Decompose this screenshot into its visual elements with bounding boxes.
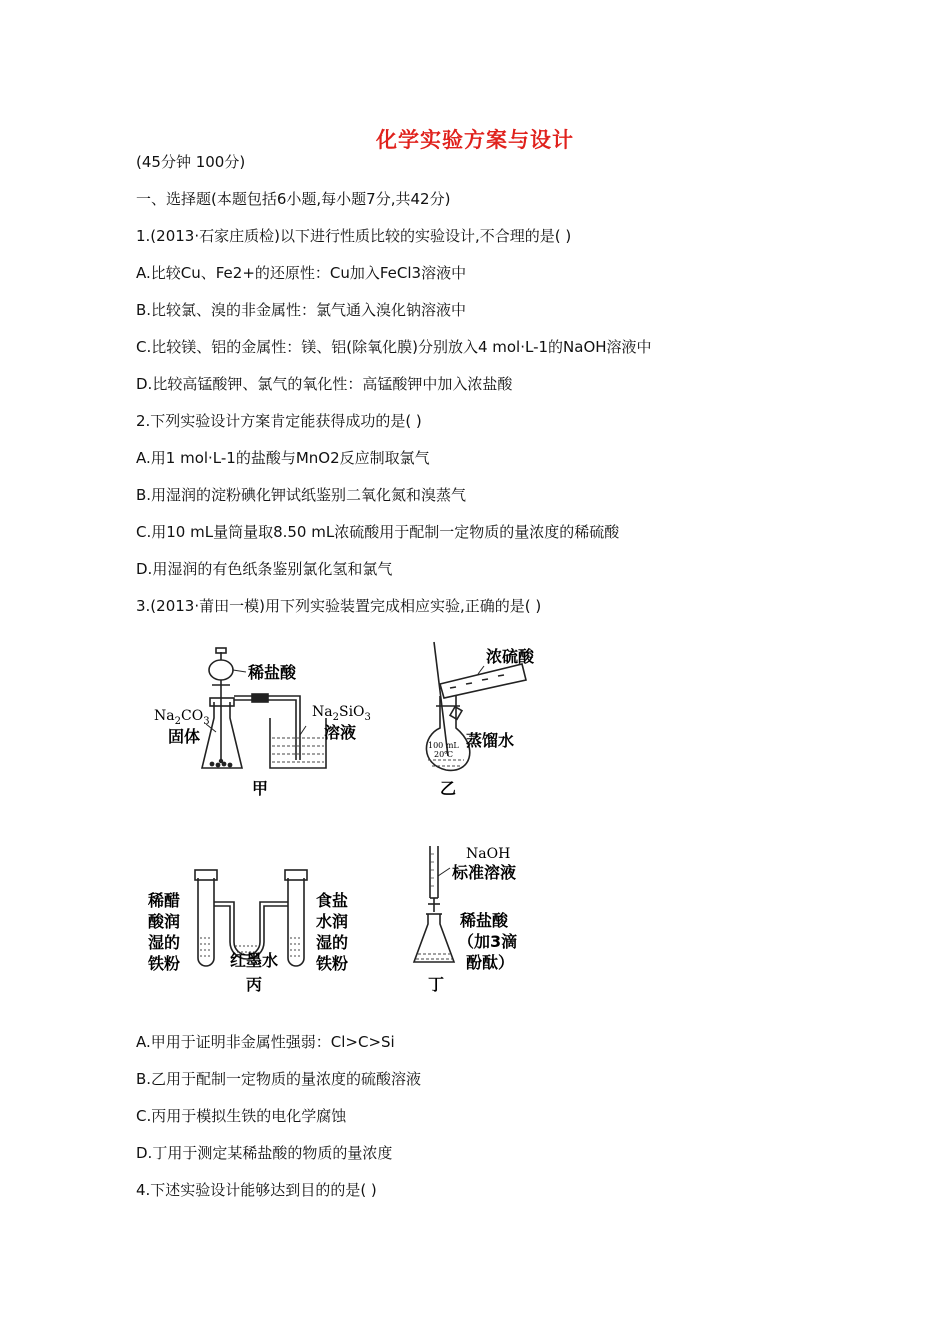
question-2-option-b: B.用湿润的淀粉碘化钾试纸鉴别二氧化氮和溴蒸气 <box>136 486 467 504</box>
svg-text:蒸馏水: 蒸馏水 <box>466 731 515 750</box>
question-3-stem: 3.(2013·莆田一模)用下列实验装置完成相应实验,正确的是( ) <box>136 597 542 615</box>
beaker-icon <box>270 718 326 768</box>
svg-text:稀盐酸: 稀盐酸 <box>248 663 297 682</box>
svg-text:20℃: 20℃ <box>434 750 454 759</box>
apparatus-yi-figure <box>410 636 550 802</box>
apparatus-bing-figure <box>140 862 370 996</box>
question-1-option-b: B.比较氯、溴的非金属性：氯气通入溴化钠溶液中 <box>136 301 467 319</box>
question-4-stem: 4.下述实验设计能够达到目的的是( ) <box>136 1181 377 1199</box>
apparatus-jia-figure <box>140 640 390 800</box>
svg-text:溶液: 溶液 <box>324 723 357 742</box>
svg-text:红墨水: 红墨水 <box>230 951 279 970</box>
section-heading: 一、选择题(本题包括6小题,每小题7分,共42分) <box>136 190 451 208</box>
svg-text:浓硫酸: 浓硫酸 <box>486 647 535 666</box>
separatory-funnel-icon <box>209 660 233 680</box>
question-2-option-a: A.用1 mol·L-1的盐酸与MnO2反应制取氯气 <box>136 449 430 467</box>
left-test-tube-icon <box>198 878 214 966</box>
svg-text:铁粉: 铁粉 <box>316 954 349 973</box>
svg-text:丁: 丁 <box>428 975 445 994</box>
exam-meta: (45分钟 100分) <box>136 153 246 171</box>
page-title: 化学实验方案与设计 <box>376 128 574 152</box>
question-3-option-b: B.乙用于配制一定物质的量浓度的硫酸溶液 <box>136 1070 422 1088</box>
svg-text:湿的: 湿的 <box>148 933 181 952</box>
question-1-option-d: D.比较高锰酸钾、氯气的氧化性：高锰酸钾中加入浓盐酸 <box>136 375 513 393</box>
svg-text:水润: 水润 <box>316 912 349 931</box>
question-1-option-a: A.比较Cu、Fe2+的还原性：Cu加入FeCl3溶液中 <box>136 264 467 282</box>
svg-text:标准溶液: 标准溶液 <box>452 863 517 882</box>
volumetric-flask-icon <box>426 696 469 770</box>
svg-text:Na2SiO3: $Na_2SiO_3$ <box>312 704 371 723</box>
question-2-option-d: D.用湿润的有色纸条鉴别氯化氢和氯气 <box>136 560 393 578</box>
question-1-stem: 1.(2013·石家庄质检)以下进行性质比较的实验设计,不合理的是( ) <box>136 227 572 245</box>
svg-text:酸润: 酸润 <box>148 912 181 931</box>
u-tube-icon <box>214 902 288 955</box>
solid-particles-icon <box>210 759 233 768</box>
question-1-option-c: C.比较镁、铝的金属性：镁、铝(除氧化膜)分别放入4 mol·L-1的NaOH溶液中 <box>136 338 652 356</box>
question-3-option-d: D.丁用于测定某稀盐酸的物质的量浓度 <box>136 1144 393 1162</box>
svg-text:（加3滴: （加3滴 <box>458 932 518 951</box>
svg-text:Na2CO3: $Na_2CO_3$ <box>154 708 210 727</box>
glass-rod-icon <box>434 642 448 756</box>
svg-text:食盐: 食盐 <box>316 891 349 910</box>
conical-flask-icon <box>202 702 242 768</box>
apparatus-ding-figure <box>410 840 540 998</box>
conical-flask-icon <box>414 914 454 962</box>
svg-text:酚酞）: 酚酞） <box>466 953 515 972</box>
svg-text:湿的: 湿的 <box>316 933 349 952</box>
svg-text:甲: 甲 <box>252 779 269 798</box>
question-2-option-c: C.用10 mL量筒量取8.50 mL浓硫酸用于配制一定物质的量浓度的稀硫酸 <box>136 523 620 541</box>
svg-text:稀醋: 稀醋 <box>148 891 181 910</box>
svg-text:铁粉: 铁粉 <box>148 954 181 973</box>
right-test-tube-icon <box>288 878 304 966</box>
svg-text:固体: 固体 <box>168 727 201 746</box>
svg-text:稀盐酸: 稀盐酸 <box>460 911 509 930</box>
question-3-option-c: C.丙用于模拟生铁的电化学腐蚀 <box>136 1107 347 1125</box>
question-3-option-a: A.甲用于证明非金属性强弱：Cl>C>Si <box>136 1033 395 1051</box>
svg-text:丙: 丙 <box>246 975 263 994</box>
svg-text:100 mL: 100 mL <box>428 741 459 750</box>
graduated-cylinder-icon <box>440 664 526 698</box>
svg-text:NaOH: NaOH <box>466 846 511 862</box>
question-2-stem: 2.下列实验设计方案肯定能获得成功的是( ) <box>136 412 422 430</box>
svg-text:乙: 乙 <box>440 779 457 798</box>
